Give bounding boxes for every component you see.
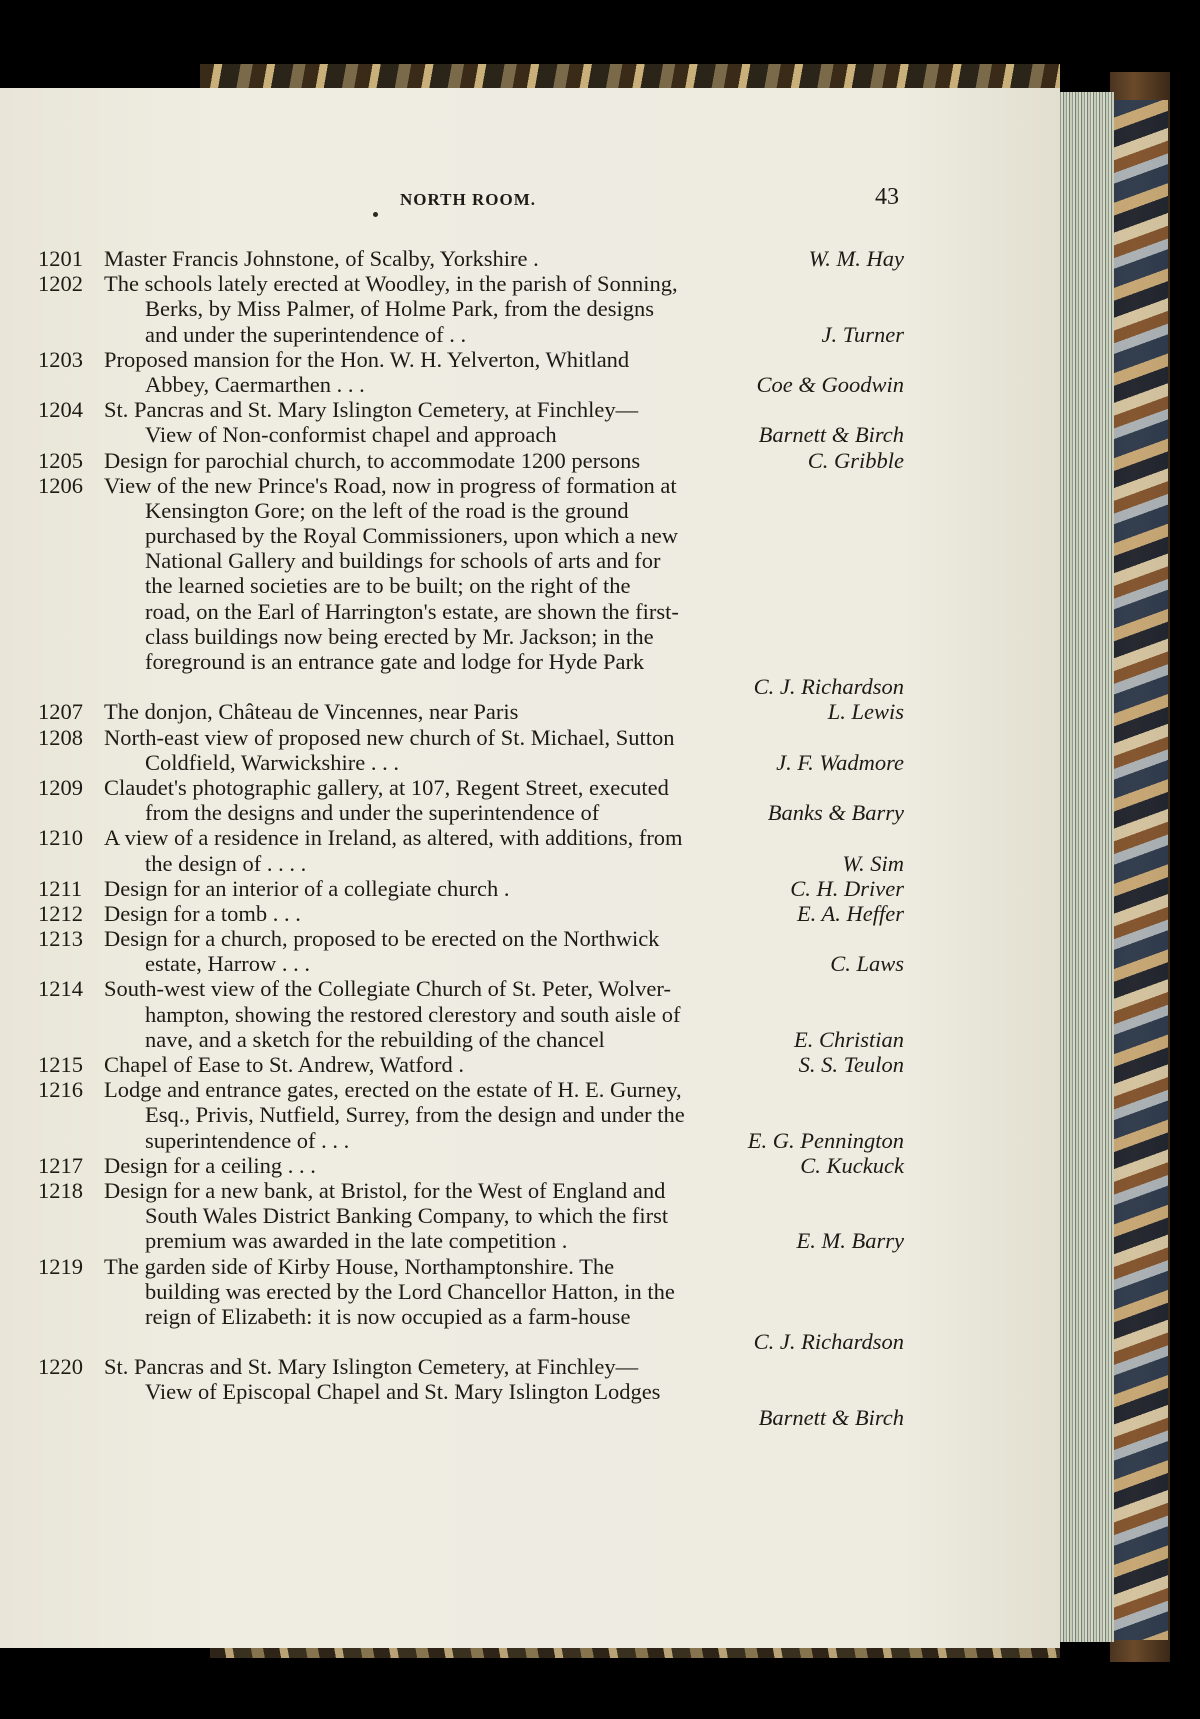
entry-description: Coldfield, Warwickshire . . . xyxy=(145,749,399,775)
entry-description: The schools lately erected at Woodley, in the parish of Sonning, xyxy=(104,271,678,297)
entry-artist: Barnett & Birch xyxy=(758,422,904,448)
catalogue-entry xyxy=(38,271,904,347)
entry-description: foreground is an entrance gate and lodge for Hyde Park xyxy=(145,649,645,674)
entry-line xyxy=(38,1354,904,1379)
entry-line xyxy=(38,1304,904,1329)
entry-line xyxy=(38,1279,904,1304)
entry-description: nave, and a sketch for the rebuilding of the chancel xyxy=(145,1026,605,1052)
entry-artist: J. Turner xyxy=(821,321,904,347)
entry-description: South-west view of the Collegiate Church of St. Peter, Wolver- xyxy=(104,976,671,1002)
entry-description: superintendence of . . . xyxy=(145,1127,350,1153)
entry-line xyxy=(38,674,904,699)
entry-artist: Coe & Goodwin xyxy=(756,371,904,397)
entry-description: Chapel of Ease to St. Andrew, Watford . xyxy=(104,1052,464,1077)
entry-line xyxy=(38,246,904,271)
catalogue-entry xyxy=(38,246,904,271)
entry-line xyxy=(38,599,904,624)
entry-description: Design for a tomb . . . xyxy=(104,900,301,926)
entry-line xyxy=(38,1027,904,1052)
catalogue-entry xyxy=(38,901,904,926)
entry-artist: Banks & Barry xyxy=(767,800,904,826)
catalogue-entry xyxy=(38,1153,904,1178)
entry-line xyxy=(38,624,904,649)
entry-line xyxy=(38,1203,904,1228)
entry-description: Berks, by Miss Palmer, of Holme Park, from the designs xyxy=(145,296,655,322)
entry-number: 1209 xyxy=(38,774,83,800)
entry-line xyxy=(38,473,904,498)
entry-number: 1205 xyxy=(38,447,83,473)
entry-number: 1217 xyxy=(38,1152,83,1178)
entry-description: The donjon, Château de Vincennes, near Paris xyxy=(104,699,519,725)
entry-line xyxy=(38,1077,904,1102)
entry-description: The garden side of Kirby House, Northamptonshire. The xyxy=(104,1253,615,1279)
entry-artist: E. A. Heffer xyxy=(796,900,904,926)
entry-number: 1212 xyxy=(38,900,83,926)
entry-number: 1216 xyxy=(38,1077,83,1103)
entry-line xyxy=(38,876,904,901)
entry-description: North-east view of proposed new church of St. Michael, Sutton xyxy=(104,724,675,750)
catalogue-entry xyxy=(38,725,904,775)
entry-line xyxy=(38,901,904,926)
entry-description: estate, Harrow . . . xyxy=(145,951,310,977)
entry-artist: E. M. Barry xyxy=(796,1228,904,1254)
entry-artist: C. Laws xyxy=(830,951,904,977)
catalogue-entry xyxy=(38,825,904,875)
entry-description: Lodge and entrance gates, erected on the estate of H. E. Gurney, xyxy=(104,1077,682,1103)
entry-line xyxy=(38,750,904,775)
running-head: NORTH ROOM. xyxy=(400,190,537,209)
entry-line xyxy=(38,271,904,296)
entry-artist: W. Sim xyxy=(842,850,904,876)
entry-line xyxy=(38,1002,904,1027)
catalogue-entry xyxy=(38,448,904,473)
entry-artist: E. G. Pennington xyxy=(747,1127,904,1153)
entry-artist: S. S. Teulon xyxy=(798,1052,904,1077)
entry-description: Esq., Privis, Nutfield, Surrey, from the design and under the xyxy=(145,1102,685,1128)
page-stack-edge xyxy=(1052,92,1114,1642)
entry-description: A view of a residence in Ireland, as altered, with additions, from xyxy=(104,825,683,851)
entry-line xyxy=(38,825,904,850)
entry-number: 1214 xyxy=(38,976,83,1002)
entry-line xyxy=(38,296,904,321)
entry-description: View of Episcopal Chapel and St. Mary Islington Lodges xyxy=(145,1379,661,1405)
entry-line xyxy=(38,548,904,573)
entry-line xyxy=(38,851,904,876)
entry-number: 1220 xyxy=(38,1354,83,1380)
entry-line xyxy=(38,448,904,473)
entry-number: 1202 xyxy=(38,271,83,297)
entry-number: 1215 xyxy=(38,1052,83,1077)
entry-line xyxy=(38,422,904,447)
entry-description: Design for a church, proposed to be erected on the Northwick xyxy=(104,926,660,952)
entry-line xyxy=(38,976,904,1001)
catalogue-entry xyxy=(38,1178,904,1254)
entry-line xyxy=(38,397,904,422)
marbled-cover xyxy=(1110,100,1168,1640)
entry-line xyxy=(38,1178,904,1203)
entry-line xyxy=(38,1102,904,1127)
entry-line xyxy=(38,573,904,598)
entry-description: the learned societies are to be built; on the right of the xyxy=(145,573,631,599)
entry-artist: C. J. Richardson xyxy=(753,1329,904,1355)
entry-description: View of the new Prince's Road, now in progress of formation at xyxy=(104,472,677,498)
entry-description: National Gallery and buildings for schools of arts and for xyxy=(145,548,661,574)
entry-description: reign of Elizabeth: it is now occupied as a farm-house xyxy=(145,1303,631,1329)
entry-artist: C. Gribble xyxy=(807,447,904,473)
entry-number: 1206 xyxy=(38,472,83,498)
entry-number: 1213 xyxy=(38,926,83,952)
entry-description: from the designs and under the superintendence of xyxy=(145,800,600,826)
entry-line xyxy=(38,1405,904,1430)
entry-line xyxy=(38,951,904,976)
entry-line xyxy=(38,372,904,397)
entry-number: 1203 xyxy=(38,346,83,372)
entry-artist: C. H. Driver xyxy=(790,875,904,901)
entry-description: Master Francis Johnstone, of Scalby, Yorkshire . xyxy=(104,246,539,271)
catalogue-entry xyxy=(38,1052,904,1077)
entry-description: Design for parochial church, to accommodate 1200 persons xyxy=(104,447,641,473)
entry-line xyxy=(38,800,904,825)
catalogue-entry xyxy=(38,1354,904,1430)
entry-number: 1210 xyxy=(38,825,83,851)
entry-number: 1219 xyxy=(38,1253,83,1279)
entry-description: road, on the Earl of Harrington's estate, are shown the first- xyxy=(145,598,679,624)
entry-description: Design for a new bank, at Bristol, for the West of England and xyxy=(104,1177,666,1203)
entry-description: Kensington Gore; on the left of the road is the ground xyxy=(145,497,629,523)
entry-line xyxy=(38,1153,904,1178)
entry-description: and under the superintendence of . . xyxy=(145,321,467,347)
entry-artist: L. Lewis xyxy=(827,699,904,725)
entry-number: 1201 xyxy=(38,246,83,271)
entry-line xyxy=(38,1128,904,1153)
entry-artist: E. Christian xyxy=(793,1026,904,1052)
catalogue-entry xyxy=(38,699,904,724)
entry-description: Design for an interior of a collegiate church . xyxy=(104,875,510,901)
entry-description: purchased by the Royal Commissioners, upon which a new xyxy=(145,523,679,549)
entry-description: Abbey, Caermarthen . . . xyxy=(145,371,365,397)
entry-number: 1211 xyxy=(38,875,83,901)
entry-line xyxy=(38,699,904,724)
entry-number: 1208 xyxy=(38,724,83,750)
catalogue-entry xyxy=(38,1077,904,1153)
entry-number: 1218 xyxy=(38,1177,83,1203)
catalogue-entry xyxy=(38,1254,904,1355)
entry-line xyxy=(38,322,904,347)
entry-description: hampton, showing the restored clerestory and south aisle of xyxy=(145,1001,681,1027)
entry-line xyxy=(38,1379,904,1404)
entry-line xyxy=(38,725,904,750)
entry-description: Claudet's photographic gallery, at 107, Regent Street, executed xyxy=(104,774,669,800)
catalogue-entry xyxy=(38,473,904,700)
catalogue-entry xyxy=(38,775,904,825)
entry-artist: C. Kuckuck xyxy=(800,1152,904,1178)
entry-description: Design for a ceiling . . . xyxy=(104,1152,316,1178)
page-number: 43 xyxy=(875,184,899,210)
entry-number: 1207 xyxy=(38,699,83,725)
entry-line xyxy=(38,1254,904,1279)
catalogue-entry xyxy=(38,876,904,901)
entry-line xyxy=(38,649,904,674)
entry-line xyxy=(38,498,904,523)
entry-line xyxy=(38,775,904,800)
catalogue-entries xyxy=(38,246,904,1430)
page-header xyxy=(0,184,1060,220)
entry-description: View of Non-conformist chapel and approach xyxy=(145,422,557,448)
entry-description: Proposed mansion for the Hon. W. H. Yelverton, Whitland xyxy=(104,346,630,372)
entry-description: class buildings now being erected by Mr. Jackson; in the xyxy=(145,623,654,649)
entry-description: South Wales District Banking Company, to which the first xyxy=(145,1203,669,1229)
entry-artist: Barnett & Birch xyxy=(758,1404,904,1430)
entry-line xyxy=(38,1329,904,1354)
catalogue-entry xyxy=(38,926,904,976)
entry-artist: W. M. Hay xyxy=(808,246,904,271)
catalogue-entry xyxy=(38,397,904,447)
entry-description: building was erected by the Lord Chancellor Hatton, in the xyxy=(145,1278,675,1304)
entry-line xyxy=(38,926,904,951)
entry-line xyxy=(38,1052,904,1077)
entry-description: premium was awarded in the late competition . xyxy=(145,1228,568,1254)
entry-artist: J. F. Wadmore xyxy=(776,749,904,775)
entry-line xyxy=(38,1228,904,1253)
entry-description: St. Pancras and St. Mary Islington Cemetery, at Finchley— xyxy=(104,397,639,423)
entry-description: the design of . . . . xyxy=(145,850,307,876)
entry-line xyxy=(38,347,904,372)
entry-number: 1204 xyxy=(38,397,83,423)
catalogue-entry xyxy=(38,347,904,397)
entry-artist: C. J. Richardson xyxy=(753,674,904,700)
entry-description: St. Pancras and St. Mary Islington Cemetery, at Finchley— xyxy=(104,1354,639,1380)
entry-line xyxy=(38,523,904,548)
catalogue-entry xyxy=(38,976,904,1052)
